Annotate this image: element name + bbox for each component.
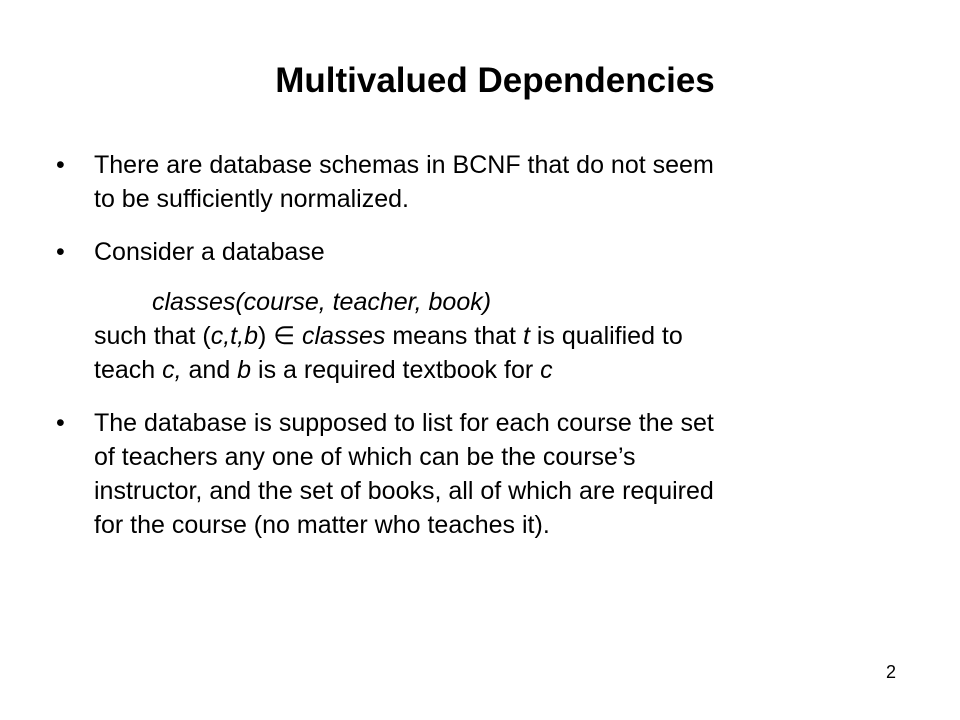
page-number: 2: [886, 662, 897, 682]
text-run: and: [181, 356, 238, 384]
text-run: c,: [162, 356, 182, 384]
text-run: c,t,b: [210, 322, 258, 350]
bullet-item: [56, 148, 896, 216]
bullet-marker: •: [56, 151, 65, 179]
text-run: teach: [94, 356, 163, 384]
bullet-marker: •: [56, 409, 65, 437]
bullet-line: The database is supposed to list for each course the set: [94, 409, 714, 437]
text-run: b: [237, 356, 252, 384]
text-run: classes: [302, 322, 386, 350]
bullet-line: instructor, and the set of books, all of which are required: [94, 477, 714, 505]
text-run: ): [257, 322, 274, 350]
bullet-line: to be sufficiently normalized.: [94, 185, 409, 213]
bullet-item: [56, 235, 896, 269]
text-run: t: [522, 322, 530, 350]
bullet-item: [56, 406, 896, 542]
bullet-text: Consider a database: [94, 238, 325, 266]
schema-explanation: [56, 319, 896, 387]
text-run: is a required textbook for: [251, 356, 541, 384]
text-run: such that (: [94, 322, 211, 350]
text-run: c: [540, 356, 553, 384]
bullet-marker: •: [56, 238, 65, 266]
bullet-line: for the course (no matter who teaches it).: [94, 511, 550, 539]
element-of-symbol: ∈: [273, 322, 296, 350]
bullet-line: of teachers any one of which can be the course’s: [94, 443, 636, 471]
text-run: means that: [385, 322, 523, 350]
bullet-list: [56, 148, 896, 542]
schema-definition: classes(course, teacher, book): [152, 288, 492, 316]
bullet-line: There are database schemas in BCNF that do not seem: [94, 151, 714, 179]
text-run: is qualified to: [529, 322, 683, 350]
text-run: [295, 322, 302, 350]
slide-title: Multivalued Dependencies: [275, 61, 715, 100]
